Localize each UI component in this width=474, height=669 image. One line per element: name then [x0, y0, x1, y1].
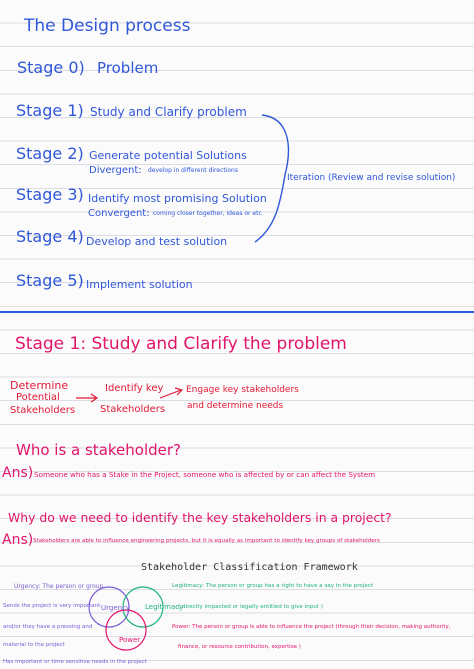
stage-2-note: develop in different directions: [148, 167, 238, 174]
section-divider: [0, 311, 474, 313]
urgency-heading: Urgency: The person or group: [14, 583, 104, 590]
venn-urgency-label: Urgency: [101, 604, 131, 612]
stage-2-number: Stage 2): [16, 144, 84, 163]
stage-3-number: Stage 3): [16, 185, 84, 204]
venn-power-circle: [106, 610, 146, 650]
power-line-2: finance, or resource contribution, expertise ): [178, 644, 301, 650]
urgency-line-5: Has important or time sensitive needs in the project: [3, 659, 147, 665]
venn-power-label: Power: [119, 636, 141, 644]
q1-answer: Someone who has a Stake in the Project, someone who is affected by or can affect the System: [34, 470, 376, 479]
legitimacy-heading: Legitimacy: The person or group has a right to have a say in the project: [172, 583, 374, 589]
section-heading: Stage 1: Study and Clarify the problem: [15, 334, 347, 354]
stage-2-note-label: Divergent:: [89, 165, 142, 176]
urgency-line-4: material to the project: [3, 642, 65, 648]
stage-0-text: Problem: [97, 59, 159, 77]
stage-4-number: Stage 4): [16, 227, 84, 246]
stage-4-text: Develop and test solution: [86, 235, 228, 248]
q2-question: Why do we need to identify the key stakeholders in a project?: [8, 510, 392, 525]
venn-legitimacy-circle: [123, 587, 163, 627]
iteration-label: Iteration (Review and revise solution): [287, 173, 456, 183]
legitimacy-line-2: ( directly impacted or legally entitled to give input ): [178, 604, 323, 610]
flow-step-1-line-1: Determine: [10, 379, 69, 392]
urgency-line-2: Sends the project is very important: [3, 603, 101, 609]
stage-3-note-label: Convergent:: [88, 208, 150, 219]
stage-0-number: Stage 0): [17, 58, 85, 77]
flow-step-3-line-1: Engage key stakeholders: [186, 385, 299, 395]
stage-1-text: Study and Clarify problem: [90, 105, 247, 119]
q2-answer: Stakeholders are able to influence engineering projects, but it is equally as important to identify key groups of stakeholders: [33, 538, 380, 544]
stage-5-text: Implement solution: [86, 278, 193, 291]
venn-legitimacy-label: Legitimacy: [145, 603, 184, 611]
iteration-bracket: [255, 115, 288, 242]
q1-answer-prefix: Ans): [2, 465, 34, 481]
flow-arrow-1: [76, 394, 97, 402]
urgency-line-3: and/or they have a pressing and: [3, 624, 93, 630]
stage-3-text: Identify most promising Solution: [88, 192, 267, 205]
flow-step-1-line-2: Potential: [16, 392, 60, 403]
stage-3-note: coming closer together, ideas or etc: [153, 210, 262, 217]
flow-step-3-line-2: and determine needs: [187, 401, 284, 411]
page-title: The Design process: [24, 16, 191, 36]
stage-5-number: Stage 5): [16, 271, 84, 290]
framework-title: Stakeholder Classification Framework: [141, 562, 358, 573]
flow-step-2-line-2: Stakeholders: [100, 404, 166, 415]
power-heading: Power: The person or group is able to influence the project (through their decision, making authority,: [172, 624, 451, 630]
flow-step-1-line-3: Stakeholders: [10, 405, 76, 416]
q1-question: Who is a stakeholder?: [16, 441, 181, 459]
stage-2-text: Generate potential Solutions: [89, 149, 247, 162]
flow-step-2-line-1: Identify key: [105, 383, 164, 394]
q2-answer-prefix: Ans): [2, 532, 34, 548]
stage-1-number: Stage 1): [16, 101, 84, 120]
